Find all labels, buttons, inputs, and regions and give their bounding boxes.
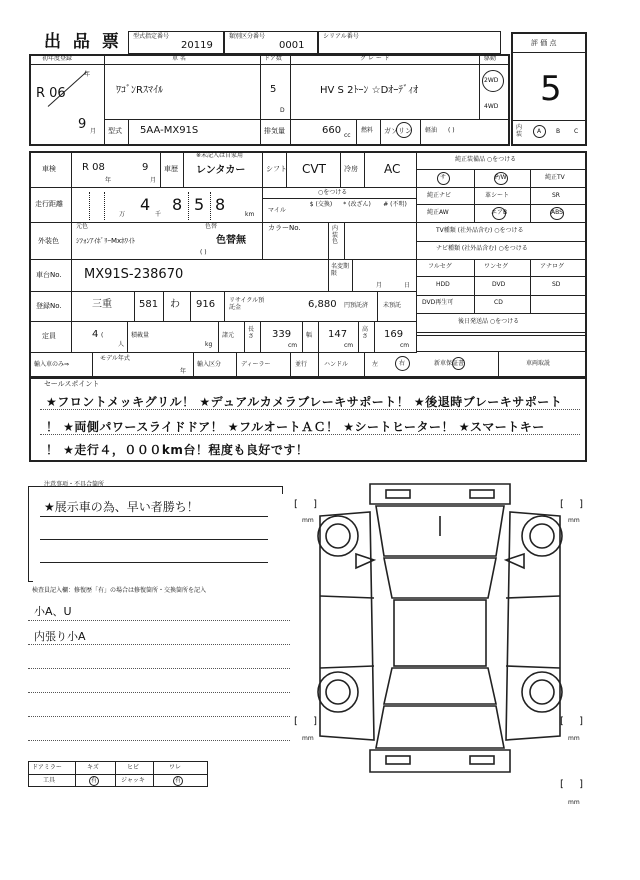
displacement-value: 660	[322, 125, 342, 136]
reg-area: 三重	[92, 299, 112, 310]
dim-length: 339	[272, 329, 292, 340]
mileage-digit-1: 4	[140, 195, 151, 214]
rating-label: 評 価 点	[531, 39, 557, 47]
sales-line-1: ★フロントメッキグリル！ ★デュアルカメラブレーキサポート！ ★後退時ブレーキサポート	[46, 395, 563, 409]
type-no-box: 型式指定番号 20119	[128, 31, 224, 54]
shaken-month: 9	[142, 162, 149, 173]
car-name: ﾜｺﾞﾝRｽﾏｲﾙ	[116, 85, 163, 96]
mileage-digit-3: 5	[194, 195, 205, 214]
car-diagram	[290, 476, 590, 806]
rating-box: 評 価 点 5 内装 A B C	[511, 32, 587, 146]
notes-line-1: ★展示車の為、早い者勝ち！	[44, 500, 199, 514]
shaken-value: R 08	[82, 162, 105, 173]
reg-number: 916	[196, 299, 216, 310]
sales-line-2: ！ ★両側パワースライドドア！ ★フルオートＡＣ！ ★シートヒーター！ ★スマートキー	[46, 420, 545, 434]
fuel-gasoline-circle	[396, 122, 412, 138]
model-code: 5AA-MX91S	[140, 125, 199, 136]
serial-box: シリアル番号	[318, 31, 501, 54]
sales-point-label: セールスポイント	[44, 380, 100, 388]
original-color: ｼﾌｫﾝｱｲﾎﾞﾘｰMxﾎﾜｲﾄ	[76, 237, 136, 245]
inspector-label: 検査員記入欄：修復歴「有」の場合は修復箇所・交換箇所を記入	[32, 587, 207, 594]
reg-kana: わ	[170, 299, 180, 310]
first-reg-month: 9	[78, 117, 87, 132]
tire-bracket-spare: [ ]	[560, 779, 589, 790]
first-reg-label: 初年度登録	[42, 55, 73, 62]
recycle-amount: 6,880	[308, 299, 337, 310]
inspector-line-2: 内張り小A	[34, 630, 86, 643]
tire-bracket-fr: [ ]	[560, 499, 589, 510]
class-no-value: 0001	[279, 40, 305, 51]
dim-height: 169	[384, 329, 404, 340]
grade-value: HV S 2ﾄｰﾝ ☆Dｵｰﾃﾞｨｵ	[320, 85, 419, 96]
rating-value: 5	[540, 69, 562, 109]
first-reg-era: R 06	[36, 86, 66, 101]
fuel-gasoline: ガソリン	[384, 127, 412, 135]
ac-value: AC	[384, 162, 401, 176]
reg-class: 581	[139, 299, 159, 310]
shift-value: CVT	[302, 162, 326, 176]
mileage-digit-4: 8	[215, 195, 226, 214]
tire-bracket-rr: [ ]	[560, 716, 589, 727]
history-value: レンタカー	[196, 165, 246, 176]
color-change: 色替無	[216, 235, 246, 246]
class-no-box: 類別区分番号 0001	[224, 31, 318, 54]
type-no-value: 20119	[181, 40, 213, 51]
inspector-line-1: 小A、U	[34, 605, 72, 618]
legend-table: ドアミラー キズ ヒビ ワレ 工具 有 ジャッキ 有	[28, 761, 208, 787]
tire-bracket-rl: [ ]	[294, 716, 323, 727]
door-count: 5	[270, 84, 277, 95]
tire-bracket-fl: [ ]	[294, 499, 323, 510]
sales-line-3: ！ ★走行４，０００km台！程度も良好です！	[46, 443, 309, 457]
capacity-value: 4	[92, 329, 99, 340]
dim-width: 147	[328, 329, 348, 340]
warranty-circle	[452, 357, 465, 370]
notes-label: 注意事項・不具合箇所	[44, 481, 105, 488]
mileage-digit-2: 8	[172, 195, 183, 214]
form-title: 出 品 票	[44, 32, 122, 52]
chassis-number: MX91S-238670	[84, 267, 184, 282]
